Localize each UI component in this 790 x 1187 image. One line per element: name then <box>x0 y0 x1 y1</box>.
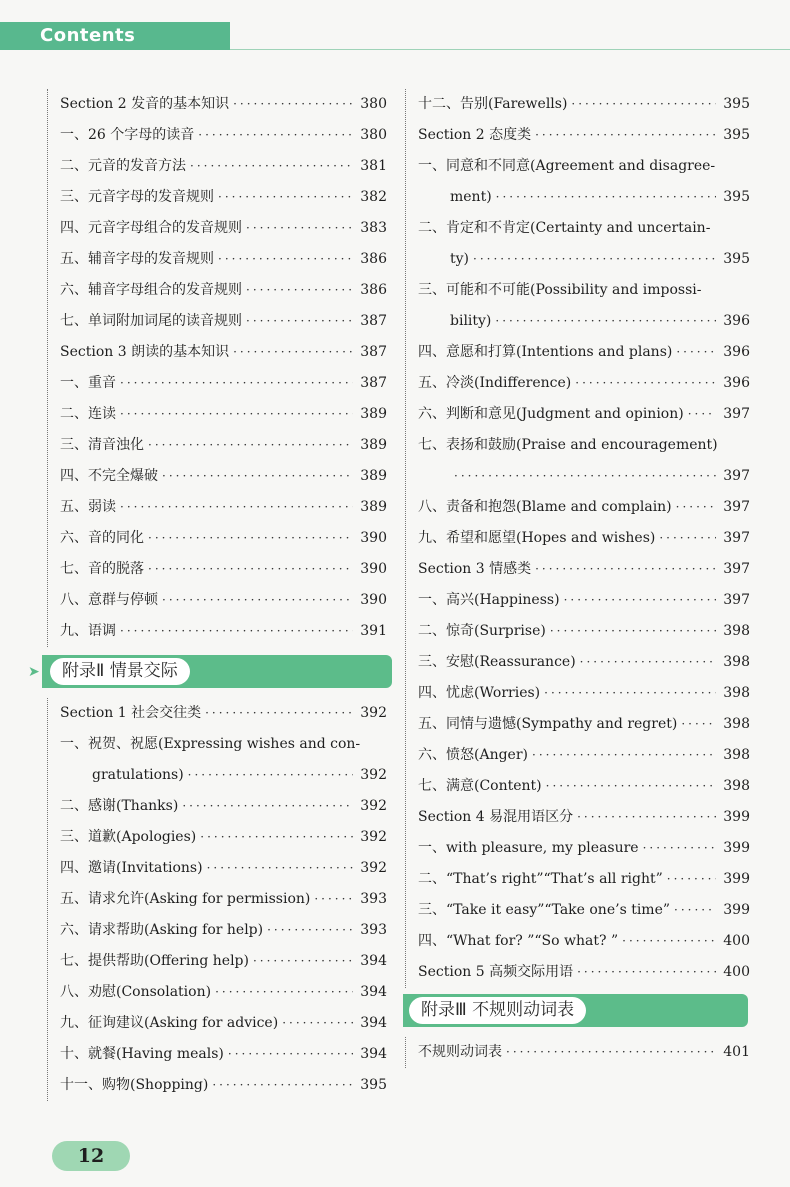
toc-leader-dots <box>246 213 353 244</box>
toc-leader-dots <box>535 554 716 585</box>
toc-entry-page: 395 <box>723 96 750 112</box>
toc-entry <box>405 492 750 523</box>
toc-leader-dots <box>218 244 353 275</box>
toc-entry <box>405 709 750 740</box>
toc-entry-page: 401 <box>723 1044 750 1060</box>
toc-entry-page: 397 <box>723 592 750 608</box>
toc-entry-title: gratulations) <box>92 767 184 783</box>
toc-entry-title: 六、判断和意见(Judgment and opinion) <box>418 406 684 422</box>
toc-entry <box>405 895 750 926</box>
toc-entry-page: 389 <box>360 406 387 422</box>
appendix-3-banner <box>403 994 750 1027</box>
toc-leader-dots <box>162 585 353 616</box>
toc-entry <box>405 213 750 244</box>
toc-leader-dots <box>667 864 716 895</box>
toc-entry <box>47 554 387 585</box>
toc-entry-page: 380 <box>360 127 387 143</box>
toc-entry-page: 393 <box>360 891 387 907</box>
toc-entry <box>405 1037 750 1068</box>
toc-leader-dots <box>218 182 353 213</box>
toc-entry <box>405 120 750 151</box>
toc-entry <box>405 306 750 337</box>
toc-entry-page: 383 <box>360 220 387 236</box>
toc-entry-title: 五、冷淡(Indifference) <box>418 375 572 391</box>
toc-entry-title: 十二、告别(Farewells) <box>418 96 568 112</box>
toc-entry-page: 389 <box>360 437 387 453</box>
toc-entry-title: ty) <box>450 251 469 267</box>
toc-leader-dots <box>148 554 353 585</box>
toc-entry-title: 九、希望和愿望(Hopes and wishes) <box>418 530 656 546</box>
toc-entry <box>405 430 750 461</box>
toc-entry-title: 十、就餐(Having meals) <box>60 1046 224 1062</box>
toc-entry-title: Section 1 社会交往类 <box>60 705 202 721</box>
toc-leader-dots <box>506 1037 716 1068</box>
toc-entry-title: 六、音的同化 <box>60 530 144 546</box>
toc-entry-title: 一、高兴(Happiness) <box>418 592 560 608</box>
toc-entry-title: 六、辅音字母组合的发音规则 <box>60 282 242 298</box>
toc-entry <box>405 833 750 864</box>
toc-entry-page: 397 <box>723 561 750 577</box>
toc-entry-page: 395 <box>723 127 750 143</box>
toc-entry <box>47 853 387 884</box>
toc-entry-page: 398 <box>723 685 750 701</box>
toc-entry <box>47 977 387 1008</box>
toc-entry <box>47 884 387 915</box>
toc-entry <box>405 368 750 399</box>
toc-entry-page: 387 <box>360 344 387 360</box>
toc-entry-title: 七、表扬和鼓励(Praise and encouragement) <box>418 437 718 453</box>
toc-leader-dots <box>575 368 716 399</box>
toc-entry-title: 三、清音浊化 <box>60 437 144 453</box>
toc-entry <box>47 760 387 791</box>
toc-entry <box>47 492 387 523</box>
toc-entry-page: 390 <box>360 592 387 608</box>
toc-leader-dots <box>198 120 353 151</box>
toc-entry <box>47 729 387 760</box>
toc-entry-title: 三、安慰(Reassurance) <box>418 654 576 670</box>
toc-entry-title: 八、意群与停顿 <box>60 592 158 608</box>
toc-leader-dots <box>205 698 353 729</box>
toc-entry-title: 八、责备和抱怨(Blame and complain) <box>418 499 672 515</box>
toc-entry-title: 六、请求帮助(Asking for help) <box>60 922 264 938</box>
toc-leader-dots <box>676 492 716 523</box>
toc-entry <box>47 399 387 430</box>
toc-entry-page: 395 <box>360 1077 387 1093</box>
toc-entry-title: 四、忧虑(Worries) <box>418 685 541 701</box>
toc-leader-dots <box>246 275 353 306</box>
toc-entry <box>47 151 387 182</box>
page-header-title: Contents <box>40 25 136 46</box>
toc-leader-dots <box>148 430 353 461</box>
toc-entry-page: 394 <box>360 953 387 969</box>
toc-entry-page: 396 <box>723 375 750 391</box>
toc-entry-page: 398 <box>723 778 750 794</box>
toc-entry <box>47 120 387 151</box>
toc-entry <box>405 647 750 678</box>
toc-entry <box>405 399 750 430</box>
toc-leader-dots <box>550 616 716 647</box>
toc-entry-page: 399 <box>723 840 750 856</box>
page-number-badge: 12 <box>52 1141 130 1171</box>
toc-entry-page: 399 <box>723 871 750 887</box>
toc-entry <box>47 698 387 729</box>
toc-entry <box>47 244 387 275</box>
right-toc-group-1 <box>405 89 750 988</box>
toc-entry-page: 399 <box>723 902 750 918</box>
toc-entry <box>47 822 387 853</box>
toc-entry-page: 400 <box>723 964 750 980</box>
toc-leader-dots <box>622 926 716 957</box>
toc-entry-title: 一、重音 <box>60 375 116 391</box>
toc-leader-dots <box>676 337 716 368</box>
toc-entry <box>47 213 387 244</box>
toc-entry <box>405 244 750 275</box>
toc-entry-title: 四、意愿和打算(Intentions and plans) <box>418 344 673 360</box>
toc-leader-dots <box>190 151 353 182</box>
toc-entry <box>47 585 387 616</box>
toc-leader-dots <box>228 1039 353 1070</box>
toc-entry-title: 七、提供帮助(Offering help) <box>60 953 249 969</box>
toc-leader-dots <box>188 760 353 791</box>
toc-leader-dots <box>544 678 716 709</box>
toc-leader-dots <box>571 89 716 120</box>
toc-entry-page: 397 <box>723 530 750 546</box>
toc-entry-page: 395 <box>723 189 750 205</box>
toc-leader-dots <box>495 306 716 337</box>
toc-entry-page: 394 <box>360 1015 387 1031</box>
toc-entry-page: 392 <box>360 705 387 721</box>
toc-entry-title: 三、可能和不可能(Possibility and impossi- <box>418 282 702 298</box>
toc-entry-title: 二、元音的发音方法 <box>60 158 186 174</box>
left-toc-group-1 <box>47 89 387 647</box>
toc-entry <box>405 678 750 709</box>
toc-entry-title: 一、同意和不同意(Agreement and disagree- <box>418 158 716 174</box>
toc-entry-title: 一、with pleasure, my pleasure <box>418 840 639 856</box>
toc-entry-title: 二、“That’s right”“That’s all right” <box>418 871 663 887</box>
toc-leader-dots <box>120 368 353 399</box>
toc-leader-dots <box>207 853 353 884</box>
appendix-3-label: 附录Ⅲ 不规则动词表 <box>409 997 586 1024</box>
toc-entry-page: 394 <box>360 1046 387 1062</box>
toc-entry-page: 392 <box>360 860 387 876</box>
toc-leader-dots <box>643 833 716 864</box>
toc-leader-dots <box>267 915 353 946</box>
toc-entry <box>405 554 750 585</box>
toc-entry-page: 395 <box>723 251 750 267</box>
toc-entry-title: 三、元音字母的发音规则 <box>60 189 214 205</box>
toc-entry-title: 七、单词附加词尾的读音规则 <box>60 313 242 329</box>
toc-entry <box>405 89 750 120</box>
toc-leader-dots <box>314 884 353 915</box>
toc-entry-title: 二、肯定和不肯定(Certainty and uncertain- <box>418 220 711 236</box>
toc-entry-page: 397 <box>723 468 750 484</box>
toc-entry-page: 398 <box>723 716 750 732</box>
toc-entry-title: 三、“Take it easy”“Take one’s time” <box>418 902 671 918</box>
toc-leader-dots <box>473 244 716 275</box>
toc-entry-page: 387 <box>360 375 387 391</box>
toc-entry-title: 五、弱读 <box>60 499 116 515</box>
toc-entry-title: 二、感谢(Thanks) <box>60 798 179 814</box>
toc-leader-dots <box>564 585 716 616</box>
toc-entry <box>405 616 750 647</box>
toc-entry-page: 397 <box>723 499 750 515</box>
toc-entry <box>47 1070 387 1101</box>
toc-entry-title: 一、祝贺、祝愿(Expressing wishes and con- <box>60 736 361 752</box>
toc-entry <box>47 275 387 306</box>
toc-entry <box>47 523 387 554</box>
left-toc-group-2 <box>47 698 387 1101</box>
toc-entry-title: 六、愤怒(Anger) <box>418 747 528 763</box>
toc-entry-page: 392 <box>360 798 387 814</box>
toc-entry-title: Section 2 发音的基本知识 <box>60 96 230 112</box>
toc-entry-page: 392 <box>360 829 387 845</box>
toc-entry <box>405 802 750 833</box>
toc-entry <box>405 151 750 182</box>
toc-leader-dots <box>182 791 353 822</box>
toc-leader-dots <box>580 647 716 678</box>
toc-entry <box>47 89 387 120</box>
toc-entry-page: 392 <box>360 767 387 783</box>
right-toc-group-2 <box>405 1037 750 1068</box>
toc-entry-title: 四、元音字母组合的发音规则 <box>60 220 242 236</box>
toc-entry <box>47 791 387 822</box>
toc-entry <box>47 1008 387 1039</box>
toc-leader-dots <box>120 616 353 647</box>
toc-entry-title: 不规则动词表 <box>418 1044 502 1060</box>
toc-entry-page: 399 <box>723 809 750 825</box>
toc-entry-page: 390 <box>360 561 387 577</box>
toc-leader-dots <box>120 492 353 523</box>
toc-entry <box>405 182 750 213</box>
toc-entry <box>405 771 750 802</box>
toc-entry-title: 四、不完全爆破 <box>60 468 158 484</box>
toc-entry <box>405 275 750 306</box>
toc-entry-page: 397 <box>723 406 750 422</box>
toc-entry <box>47 337 387 368</box>
toc-leader-dots <box>282 1008 353 1039</box>
toc-entry-title: 五、同情与遗憾(Sympathy and regret) <box>418 716 678 732</box>
toc-leader-dots <box>454 461 716 492</box>
toc-entry-title: 七、音的脱落 <box>60 561 144 577</box>
toc-entry-title: 五、请求允许(Asking for permission) <box>60 891 311 907</box>
toc-leader-dots <box>546 771 716 802</box>
toc-entry-title: 三、道歉(Apologies) <box>60 829 197 845</box>
toc-entry <box>405 461 750 492</box>
toc-entry <box>47 461 387 492</box>
toc-entry-page: 400 <box>723 933 750 949</box>
toc-leader-dots <box>212 1070 353 1101</box>
toc-leader-dots <box>200 822 353 853</box>
toc-entry <box>405 864 750 895</box>
toc-leader-dots <box>253 946 353 977</box>
toc-entry <box>47 182 387 213</box>
toc-entry-title: 九、征询建议(Asking for advice) <box>60 1015 279 1031</box>
toc-leader-dots <box>577 802 716 833</box>
appendix-2-banner <box>24 655 387 688</box>
toc-leader-dots <box>681 709 716 740</box>
toc-entry <box>47 616 387 647</box>
toc-entry <box>47 368 387 399</box>
right-column <box>405 89 750 1068</box>
appendix-2-label: 附录Ⅱ 情景交际 <box>50 658 190 685</box>
toc-entry-title: Section 4 易混用语区分 <box>418 809 574 825</box>
toc-entry-title: Section 5 高频交际用语 <box>418 964 574 980</box>
toc-entry-page: 386 <box>360 282 387 298</box>
toc-entry-page: 398 <box>723 747 750 763</box>
toc-entry-page: 396 <box>723 344 750 360</box>
toc-entry-title: 七、满意(Content) <box>418 778 542 794</box>
toc-entry-title: 四、邀请(Invitations) <box>60 860 203 876</box>
toc-entry-page: 391 <box>360 623 387 639</box>
toc-entry-page: 396 <box>723 313 750 329</box>
toc-entry-title: ment) <box>450 189 492 205</box>
header-divider <box>230 49 790 50</box>
toc-entry-page: 380 <box>360 96 387 112</box>
toc-leader-dots <box>535 120 716 151</box>
toc-entry <box>47 1039 387 1070</box>
toc-entry <box>405 740 750 771</box>
toc-entry-page: 381 <box>360 158 387 174</box>
toc-leader-dots <box>162 461 353 492</box>
toc-entry-title: bility) <box>450 313 492 329</box>
toc-leader-dots <box>120 399 353 430</box>
toc-entry-page: 393 <box>360 922 387 938</box>
toc-entry-title: 九、语调 <box>60 623 116 639</box>
toc-entry-title: 二、连读 <box>60 406 116 422</box>
toc-leader-dots <box>233 337 353 368</box>
left-column <box>28 89 387 1101</box>
toc-entry <box>405 337 750 368</box>
toc-leader-dots <box>246 306 353 337</box>
toc-entry <box>405 523 750 554</box>
toc-entry <box>405 926 750 957</box>
toc-entry-title: 四、“What for? ”“So what? ” <box>418 933 619 949</box>
toc-leader-dots <box>659 523 716 554</box>
toc-entry-page: 389 <box>360 499 387 515</box>
toc-entry-title: 八、劝慰(Consolation) <box>60 984 212 1000</box>
toc-entry-page: 398 <box>723 623 750 639</box>
toc-entry-title: Section 2 态度类 <box>418 127 532 143</box>
toc-entry-title: 十一、购物(Shopping) <box>60 1077 209 1093</box>
toc-leader-dots <box>688 399 716 430</box>
toc-leader-dots <box>233 89 353 120</box>
toc-leader-dots <box>496 182 716 213</box>
toc-entry-page: 390 <box>360 530 387 546</box>
toc-entry <box>47 946 387 977</box>
toc-leader-dots <box>215 977 353 1008</box>
toc-entry-title: 一、26 个字母的读音 <box>60 127 195 143</box>
toc-leader-dots <box>577 957 716 988</box>
toc-entry-title: Section 3 情感类 <box>418 561 532 577</box>
toc-entry-page: 389 <box>360 468 387 484</box>
toc-entry <box>47 430 387 461</box>
toc-entry-page: 386 <box>360 251 387 267</box>
toc-entry-page: 398 <box>723 654 750 670</box>
toc-entry <box>405 585 750 616</box>
toc-entry <box>405 957 750 988</box>
toc-leader-dots <box>532 740 716 771</box>
toc-entry <box>47 915 387 946</box>
toc-entry <box>47 306 387 337</box>
toc-entry-title: 二、惊奇(Surprise) <box>418 623 546 639</box>
toc-leader-dots <box>148 523 353 554</box>
toc-entry-title: 五、辅音字母的发音规则 <box>60 251 214 267</box>
toc-entry-title: Section 3 朗读的基本知识 <box>60 344 230 360</box>
arrow-icon: ➤ <box>28 664 40 680</box>
toc-leader-dots <box>674 895 716 926</box>
toc-entry-page: 382 <box>360 189 387 205</box>
toc-entry-page: 387 <box>360 313 387 329</box>
toc-entry-page: 394 <box>360 984 387 1000</box>
